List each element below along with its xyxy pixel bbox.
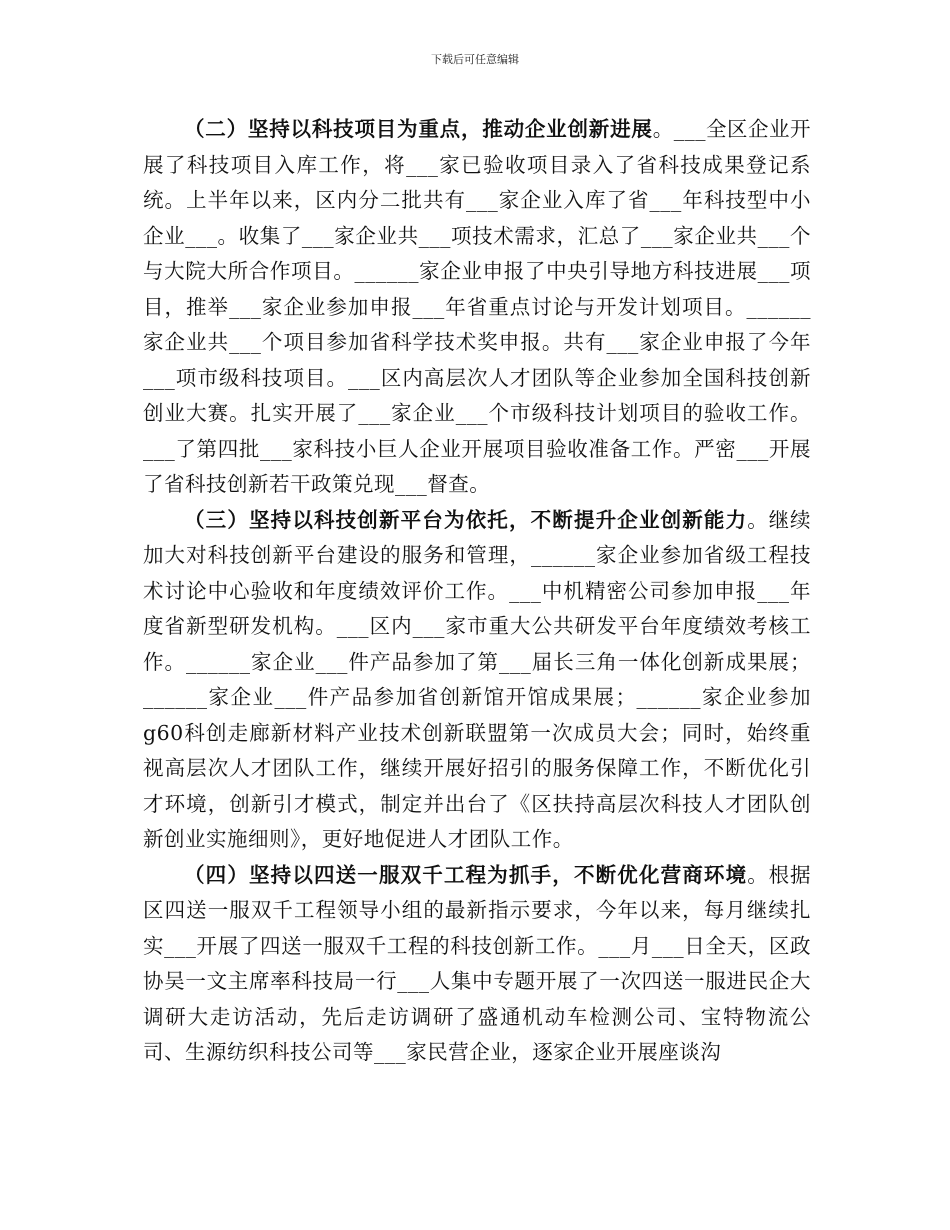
paragraph-section-3 — [143, 503, 811, 858]
document-body — [143, 112, 811, 1071]
paragraph-text: 。继续加大对科技创新平台建设的服务和管理，______家企业参加省级工程技术讨论中心验收和年度绩效评价工作。___中机精密公司参加申报___年度省新型研发机构。___区内___家市重大公共研发平台年度绩效考核工作。______家企业___件产品参加了第___届长三角一体化创新成果展；______家企业___件产品参加省创新馆开馆成果展；______家企业参加g60科创走廊新材料产业技术创新联盟第一次成员大会；同时，始终重视高层次人才团队工作，继续开展好招引的服务保障工作，不断优化引才环境，创新引才模式，制定并出台了《区扶持高层次科技人才团队创新创业实施细则》，更好地促进人才团队工作。 — [143, 507, 811, 851]
paragraph-text: 。根据区四送一服双千工程领导小组的最新指示要求，今年以来，每月继续扎实___开展了四送一服双千工程的科技创新工作。___月___日全天，区政协吴一文主席率科技局一行___人集中专题开展了一次四送一服进民企大调研大走访活动，先后走访调研了盛通机动车检测公司、宝特物流公司、生源纺织科技公司等___家民营企业，逐家企业开展座谈沟 — [143, 862, 811, 1064]
section-heading: （四）坚持以四送一服双千工程为抓手，不断优化营商环境 — [184, 862, 748, 887]
section-heading: （二）坚持以科技项目为重点，推动企业创新进展 — [184, 117, 653, 141]
paragraph-section-4 — [143, 858, 811, 1071]
section-heading: （三）坚持以科技创新平台为依托，不断提升企业创新能力 — [184, 507, 748, 532]
paragraph-text: 。___全区企业开展了科技项目入库工作，将___家已验收项目录入了省科技成果登记系统。上半年以来，区内分二批共有___家企业入库了省___年科技型中小企业___。收集了___家企业共___项技术需求，汇总了___家企业共___个与大院大所合作项目。______家企业申报了中央引导地方科技进展___项目，推举___家企业参加申报___年省重点讨论与开发计划项目。______家企业共___个项目参加省科学技术奖申报。共有___家企业申报了今年___项市级科技项目。___区内高层次人才团队等企业参加全国科技创新创业大赛。扎实开展了___家企业___个市级科技计划项目的验收工作。___了第四批___家科技小巨人企业开展项目验收准备工作。严密___开展了省科技创新若干政策兑现___督查。 — [143, 117, 811, 496]
paragraph-section-2 — [143, 112, 811, 503]
page-header: 下载后可任意编辑 — [431, 53, 519, 66]
